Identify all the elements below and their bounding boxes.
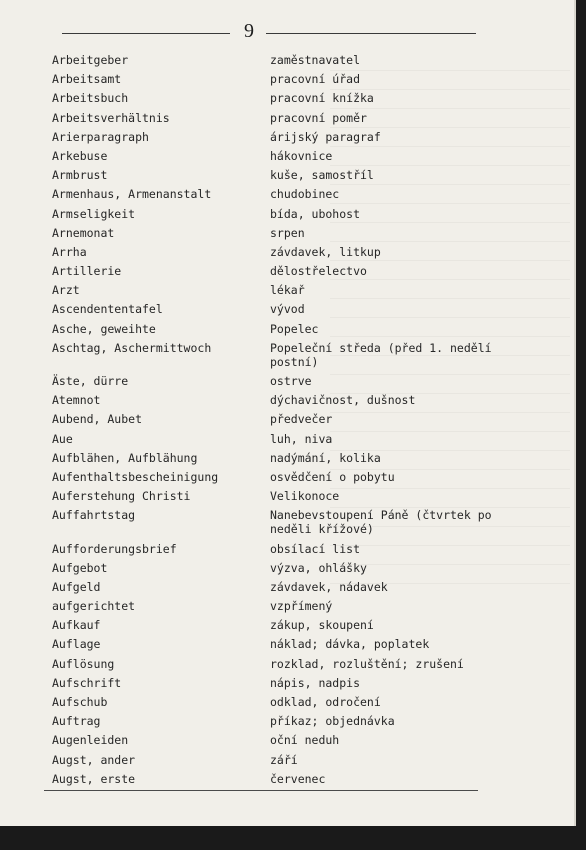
entry-term: Auffahrtstag [52, 508, 136, 523]
header-rule-left [62, 33, 230, 34]
glossary-entry [0, 91, 574, 110]
entry-meaning: pracovní poměr [270, 110, 367, 125]
entry-meaning: červenec [270, 771, 326, 786]
entry-meaning: kuše, samostříl [270, 168, 374, 183]
glossary-entry [0, 695, 574, 714]
glossary-entry [0, 733, 574, 752]
glossary-entry [0, 542, 574, 561]
glossary-entry [0, 374, 574, 393]
entry-term: Augst, erste [52, 771, 136, 786]
footer-rule [44, 790, 478, 791]
glossary-entry [0, 72, 574, 91]
glossary-entry [0, 149, 574, 168]
entry-term: Armseligkeit [52, 206, 136, 221]
entry-term: Äste, dürre [52, 374, 129, 388]
glossary-entry [0, 168, 574, 187]
entry-term: Arkebuse [52, 148, 108, 163]
entry-term: Ascendententafel [52, 302, 163, 317]
entry-meaning: luh, niva [270, 431, 333, 446]
entry-term: Artillerie [52, 264, 122, 279]
glossary-entry [0, 53, 574, 72]
entry-term: Arnemonat [52, 225, 115, 240]
entry-meaning: zákup, skoupení [270, 618, 374, 633]
glossary-entry [0, 451, 574, 470]
entry-meaning: odklad, odročení [270, 695, 381, 709]
entry-term: Arbeitsbuch [52, 91, 129, 106]
glossary-entry [0, 561, 574, 580]
glossary-entry [0, 508, 574, 541]
glossary-entry [0, 393, 574, 412]
entry-term: Augenleiden [52, 733, 129, 748]
entry-meaning: závdavek, litkup [270, 244, 381, 259]
glossary-entry [0, 207, 574, 226]
entry-term: Arzt [52, 283, 80, 298]
glossary-entry [0, 676, 574, 695]
entry-meaning: oční neduh [270, 733, 340, 748]
entry-meaning: zaměstnavatel [270, 53, 361, 67]
entry-term: Auflage [52, 637, 101, 652]
glossary-entry [0, 226, 574, 245]
glossary-entry [0, 470, 574, 489]
entry-meaning: náklad; dávka, poplatek [270, 637, 430, 652]
entry-meaning: dělostřelectvo [270, 264, 367, 279]
glossary-entry [0, 130, 574, 149]
entry-term: Arrha [52, 244, 87, 259]
entry-term: Arbeitsamt [52, 72, 122, 87]
entry-meaning: Popelec [270, 321, 319, 336]
entry-term: Armenhaus, Armenanstalt [52, 187, 212, 202]
entry-meaning: Nanebevstoupení Páně (čtvrtek po neděli křížové) [270, 508, 492, 537]
page-number: 9 [244, 20, 254, 42]
entry-meaning: vzpřímený [270, 599, 333, 614]
entry-meaning: vývod [270, 302, 305, 317]
entry-meaning: bída, ubohost [270, 206, 361, 221]
entry-term: Arbeitsverhältnis [52, 110, 170, 125]
glossary-entry [0, 341, 574, 374]
entry-term: Atemnot [52, 393, 101, 408]
entry-term: Aufgeld [52, 579, 101, 594]
entry-term: Arierparagraph [52, 129, 149, 144]
entry-term: Auflösung [52, 656, 115, 671]
entry-meaning: závdavek, nádavek [270, 579, 388, 594]
entry-meaning: Velikonoce [270, 489, 340, 504]
entry-meaning: árijský paragraf [270, 129, 381, 144]
glossary-entry [0, 580, 574, 599]
glossary-entry [0, 302, 574, 321]
page-header [0, 20, 574, 44]
entry-meaning: září [270, 752, 298, 767]
entry-meaning: srpen [270, 225, 305, 240]
glossary-entry [0, 599, 574, 618]
entry-meaning: ostrve [270, 374, 312, 388]
glossary-entry [0, 245, 574, 264]
glossary-entry [0, 489, 574, 508]
entry-term: Aufschrift [52, 675, 122, 690]
entry-meaning: rozklad, rozluštění; zrušení [270, 656, 464, 671]
entry-meaning: osvědčení o pobytu [270, 469, 395, 484]
entry-term: Aufgebot [52, 560, 108, 575]
entry-meaning: předvečer [270, 412, 333, 427]
glossary-entry [0, 714, 574, 733]
entry-term: Auftrag [52, 714, 101, 729]
glossary-entry [0, 412, 574, 431]
entry-term: Aufschub [52, 695, 108, 709]
entry-meaning: nadýmání, kolika [270, 450, 381, 465]
glossary-entry [0, 432, 574, 451]
entry-term: Aufblähen, Aufblähung [52, 450, 198, 465]
glossary-entry [0, 753, 574, 772]
entry-term: Augst, ander [52, 752, 136, 767]
glossary-entry [0, 322, 574, 341]
glossary-entry [0, 264, 574, 283]
glossary-entry [0, 618, 574, 637]
glossary-entry [0, 111, 574, 130]
entry-meaning: lékař [270, 283, 305, 298]
header-rule-right [266, 33, 476, 34]
entry-term: Aufenthaltsbescheinigung [52, 469, 219, 484]
glossary-entry [0, 772, 574, 791]
entry-meaning: pracovní úřad [270, 72, 361, 87]
glossary-entry [0, 187, 574, 206]
entry-term: Armbrust [52, 168, 108, 183]
entry-meaning: dýchavičnost, dušnost [270, 393, 416, 408]
entry-meaning: Popeleční středa (před 1. nedělí postní) [270, 340, 492, 369]
glossary-entry [0, 637, 574, 656]
entry-meaning: chudobinec [270, 187, 340, 202]
glossary-entry [0, 657, 574, 676]
entry-term: Aschtag, Aschermittwoch [52, 340, 212, 355]
entry-meaning: obsílací list [270, 541, 361, 556]
entry-meaning: výzva, ohlášky [270, 560, 367, 575]
entry-meaning: hákovnice [270, 148, 333, 163]
entry-meaning: pracovní knížka [270, 91, 374, 106]
entry-meaning: příkaz; objednávka [270, 714, 395, 729]
entry-term: Auferstehung Christi [52, 489, 191, 504]
entry-term: Aue [52, 431, 73, 446]
entry-term: Aubend, Aubet [52, 412, 143, 427]
entry-meaning: nápis, nadpis [270, 675, 361, 690]
glossary-entry [0, 283, 574, 302]
entry-term: Aufforderungsbrief [52, 541, 177, 556]
entry-term: Aufkauf [52, 618, 101, 633]
entry-term: Asche, geweihte [52, 321, 156, 336]
glossary-list [0, 53, 574, 791]
entry-term: aufgerichtet [52, 599, 136, 614]
entry-term: Arbeitgeber [52, 53, 129, 67]
